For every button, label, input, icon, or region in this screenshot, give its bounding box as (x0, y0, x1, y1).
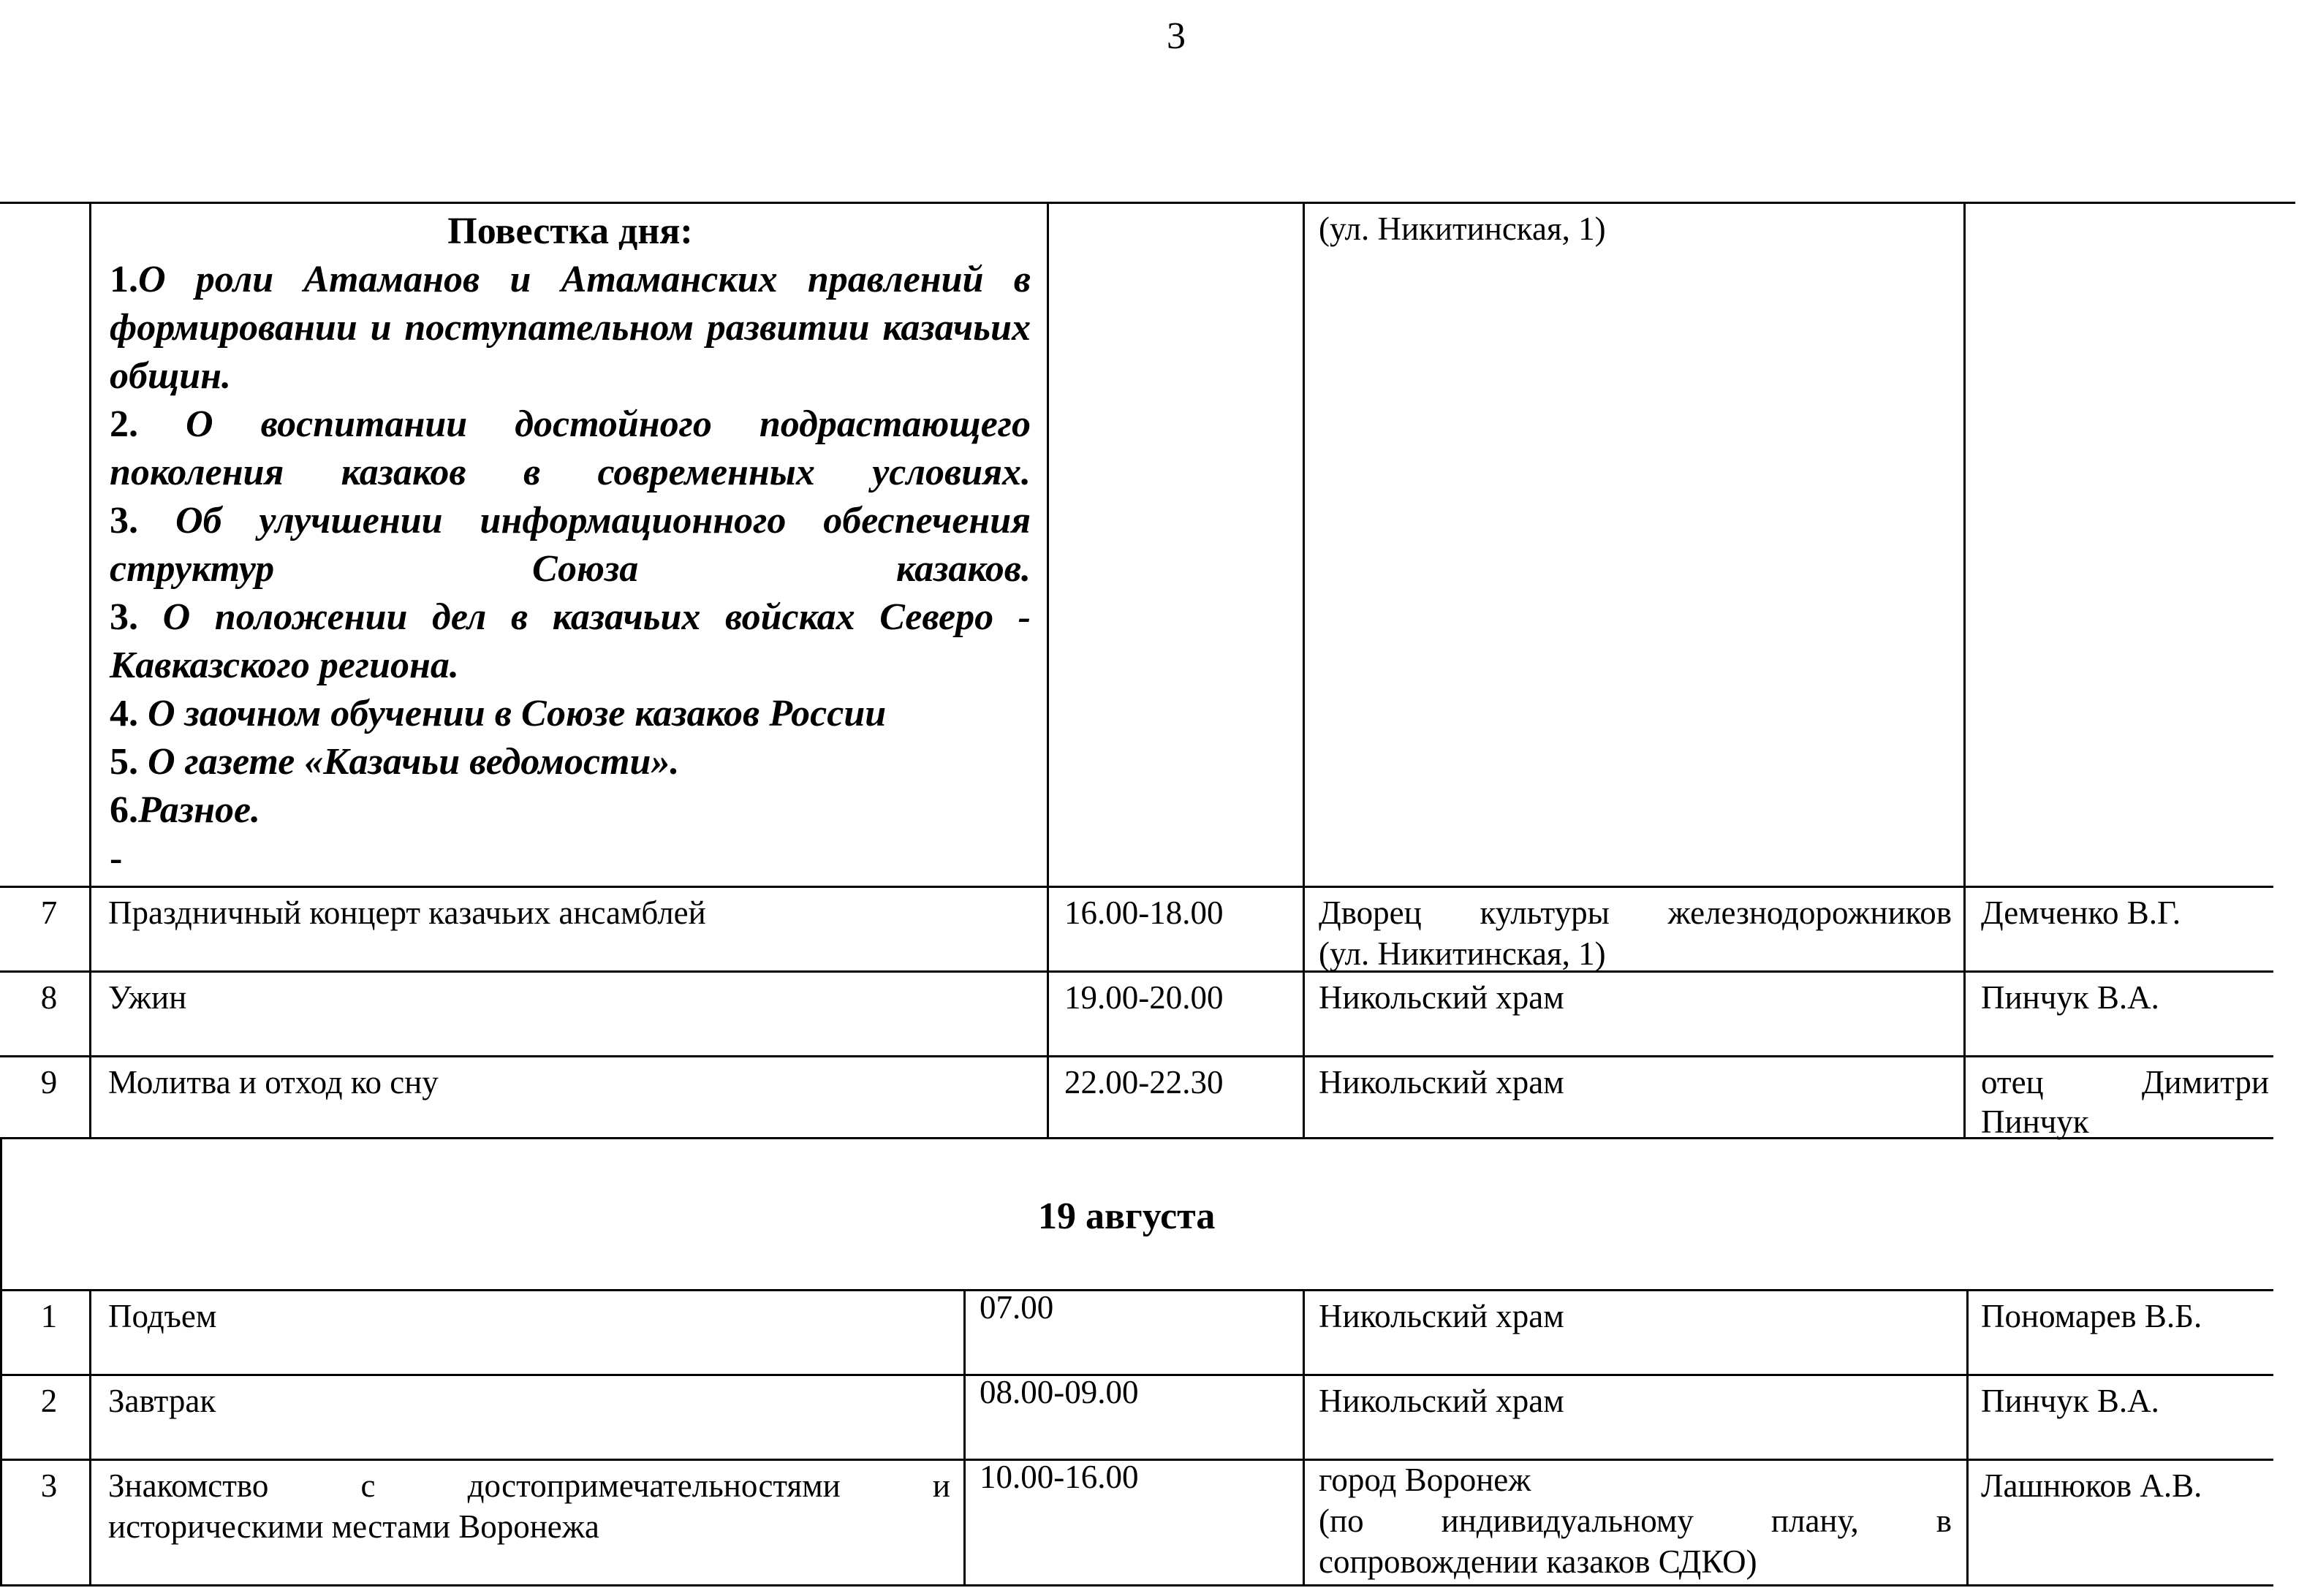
event-cell-line2: историческими местами Воронежа (108, 1508, 599, 1545)
time-cell: 22.00-22.30 (1064, 1064, 1224, 1101)
column-border (963, 1289, 966, 1586)
time-cell: 19.00-20.00 (1064, 979, 1224, 1016)
time-cell: 08.00-09.00 (980, 1374, 1139, 1410)
row-number: 1 (40, 1298, 58, 1334)
agenda-item: 2. О воспитании достойного подрастающего поколения казаков в современных условиях. (110, 403, 1031, 493)
time-cell: 16.00-18.00 (1064, 894, 1224, 931)
agenda-location: (ул. Никитинская, 1) (1319, 210, 1606, 247)
table-bottom-border (0, 1584, 2273, 1586)
agenda-item: 6.Разное. (110, 789, 261, 831)
responsible-cell: Демченко В.Г. (1981, 894, 2181, 931)
column-border (89, 202, 91, 1139)
row-border (0, 1137, 2273, 1139)
place-cell: Дворец культуры железнодорожников (1319, 894, 1952, 931)
agenda-item: 5. О газете «Казачьи ведомости». (110, 741, 680, 783)
responsible-cell: Лашнюков А.В. (1981, 1467, 2202, 1504)
column-border (1303, 1289, 1305, 1586)
responsible-cell: Пономарев В.Б. (1981, 1298, 2202, 1334)
agenda-item: 4. О заочном обучении в Союзе казаков России (110, 693, 887, 734)
row-number: 7 (40, 894, 58, 931)
agenda-item: 3. О положении дел в казачьих войсках Северо - Кавказского региона. (110, 596, 1031, 686)
agenda-heading: Повестка дня: (447, 210, 693, 252)
row-number: 9 (40, 1064, 58, 1101)
table-top-border (0, 202, 2295, 204)
agenda-item: 1.О роли Атаманов и Атаманских правлений в формировании и поступательном развитии казачьих общин. (110, 259, 1031, 397)
place-cell: город Воронеж (1319, 1462, 1531, 1498)
place-cell: Никольский храм (1319, 1298, 1564, 1334)
time-cell: 10.00-16.00 (980, 1459, 1139, 1495)
event-cell: Завтрак (108, 1383, 216, 1419)
responsible-cell: Пинчук В.А. (1981, 1383, 2159, 1419)
table-left-border (0, 1137, 2, 1586)
event-cell: Ужин (108, 979, 187, 1016)
agenda-block (110, 208, 1031, 883)
responsible-cell-line2: Пинчук (1981, 1103, 2089, 1140)
event-cell: Праздничный концерт казачьих ансамблей (108, 894, 706, 931)
place-cell: Никольский храм (1319, 1383, 1564, 1419)
row-border (0, 886, 2273, 888)
row-number: 2 (40, 1383, 58, 1419)
place-cell: Никольский храм (1319, 979, 1564, 1016)
day-heading: 19 августа (1038, 1196, 1216, 1237)
column-border (1966, 1289, 1969, 1586)
agenda-dash: - (110, 837, 123, 879)
event-cell: Знакомство с достопримечательностями и (108, 1467, 950, 1504)
agenda-item: 3. Об улучшении информационного обеспечения структур Союза казаков. (110, 500, 1031, 590)
column-border (1047, 202, 1049, 1139)
column-border (1963, 202, 1966, 1139)
column-border (1303, 202, 1305, 1139)
place-cell: Никольский храм (1319, 1064, 1564, 1101)
row-number: 8 (40, 979, 58, 1016)
row-border (0, 1289, 2273, 1291)
responsible-cell: отец Димитри (1981, 1064, 2269, 1101)
row-border (0, 970, 2273, 973)
event-cell: Подъем (108, 1298, 217, 1334)
time-cell: 07.00 (980, 1289, 1054, 1326)
place-cell-line3: сопровождении казаков СДКО) (1319, 1543, 1757, 1580)
place-cell-line2: (ул. Никитинская, 1) (1319, 935, 1606, 972)
column-border (89, 1289, 91, 1586)
page-number: 3 (1167, 15, 1186, 57)
responsible-cell: Пинчук В.А. (1981, 979, 2159, 1016)
place-cell-line2: (по индивидуальному плану, в (1319, 1502, 1952, 1539)
event-cell: Молитва и отход ко сну (108, 1064, 439, 1101)
row-border (0, 1055, 2273, 1057)
row-number: 3 (40, 1467, 58, 1504)
